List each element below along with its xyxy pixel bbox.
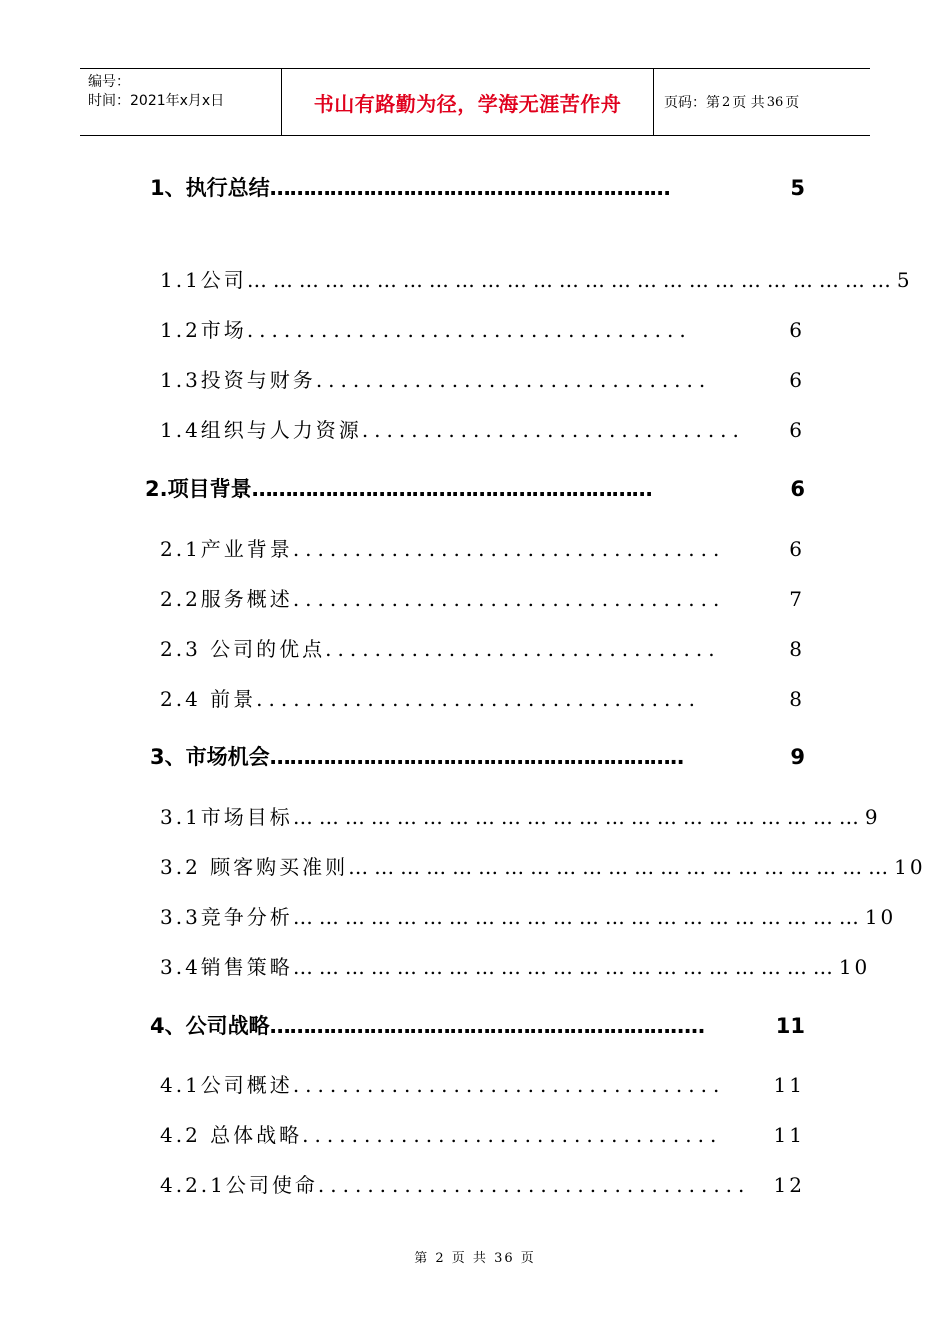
toc-subsection-entry[interactable]: [160, 314, 805, 343]
toc-page-number: 8: [789, 687, 805, 711]
toc-entry-label: 3.1市场目标: [160, 805, 293, 829]
toc-page-number: 6: [789, 368, 805, 392]
toc-leader-dots: ...................................: [292, 1073, 726, 1097]
footer-page-number: 2: [435, 1251, 446, 1266]
toc-section-entry[interactable]: [150, 1010, 805, 1040]
toc-page-number: 11: [775, 1014, 805, 1038]
toc-leader-dots: ....................................: [256, 687, 702, 711]
toc-entry-label: 1、执行总结: [150, 176, 270, 200]
toc-leader-dots: ……………………………………………………: [251, 477, 652, 501]
toc-leader-dots: ..................................: [302, 1123, 723, 1147]
toc-page-number: 10: [894, 855, 926, 879]
toc-subsection-entry[interactable]: [160, 364, 805, 393]
toc-leader-dots: ....................................: [246, 318, 692, 342]
toc-leader-dots: ……………………………………………………: [269, 176, 670, 200]
toc-leader-dots: …………………………………………………………: [292, 905, 865, 929]
toc-page-number: 6: [789, 537, 805, 561]
footer-mid: 页 共: [451, 1251, 488, 1266]
toc-page-number: 6: [789, 318, 805, 342]
toc-subsection-entry[interactable]: [160, 633, 805, 662]
page-suffix: 页: [785, 95, 800, 111]
toc-subsection-entry[interactable]: [160, 683, 805, 712]
toc-page-number: 6: [790, 477, 805, 501]
toc-page-number: 5: [896, 268, 913, 292]
toc-entry-label: 3.4销售策略: [160, 955, 293, 979]
toc-page-number: 8: [789, 637, 805, 661]
toc-leader-dots: ................................: [325, 637, 721, 661]
toc-entry-label: 1.4组织与人力资源: [160, 418, 362, 442]
toc-entry-label: 3、市场机会: [150, 745, 270, 769]
toc-page-number: 11: [773, 1123, 805, 1147]
toc-subsection-entry[interactable]: [160, 1119, 805, 1148]
toc-page-number: 6: [789, 418, 805, 442]
toc-entry-label: 1.2市场: [160, 318, 247, 342]
page-total: 36: [766, 94, 784, 110]
toc-entry-label: 3.2 顾客购买准则: [160, 855, 349, 879]
toc-leader-dots: …………………………………………………………: [292, 805, 865, 829]
toc-subsection-entry[interactable]: [160, 851, 926, 880]
toc-leader-dots: ...................................: [292, 587, 726, 611]
footer-suffix: 页: [520, 1251, 536, 1266]
toc-page-number: 9: [864, 805, 881, 829]
toc-entry-label: 2.3 公司的优点: [160, 637, 326, 661]
toc-entry-label: 4.2.1公司使命: [160, 1173, 318, 1197]
toc-page-number: 10: [864, 905, 897, 929]
page-mid: 页 共: [732, 95, 765, 111]
page-prefix: 页码：第: [664, 95, 720, 111]
toc-leader-dots: ………………………………………………………: [292, 955, 839, 979]
toc-section-entry[interactable]: [145, 473, 805, 503]
toc-page-number: 5: [790, 176, 805, 200]
toc-page-number: 7: [789, 587, 805, 611]
header-motto: 书山有路勤为径，学海无涯苦作舟: [282, 69, 654, 135]
toc-leader-dots: ...................................: [317, 1173, 751, 1197]
toc-entry-label: 2.项目背景: [145, 477, 252, 501]
toc-entry-label: 4、公司战略: [150, 1014, 270, 1038]
toc-subsection-entry[interactable]: [160, 533, 805, 562]
toc-entry-label: 1.1公司: [160, 268, 247, 292]
toc-subsection-entry[interactable]: [160, 801, 881, 830]
toc-page-number: 10: [838, 955, 871, 979]
toc-leader-dots: ................................: [315, 368, 712, 392]
toc-subsection-entry[interactable]: [160, 414, 805, 443]
page-number: 2: [722, 94, 731, 110]
toc-entry-label: 4.1公司概述: [160, 1073, 293, 1097]
toc-leader-dots: …………………………………………………………………: [246, 268, 897, 292]
toc-leader-dots: ...................................: [292, 537, 726, 561]
toc-subsection-entry[interactable]: [160, 264, 913, 293]
toc-page-number: 9: [790, 745, 805, 769]
page-footer: [0, 1247, 950, 1266]
toc-leader-dots: ...............................: [361, 418, 745, 442]
footer-total: 36: [494, 1251, 515, 1266]
toc-subsection-entry[interactable]: [160, 583, 805, 612]
toc-entry-label: 2.4 前景: [160, 687, 257, 711]
toc-section-entry[interactable]: [150, 741, 805, 771]
toc-subsection-entry[interactable]: [160, 1069, 805, 1098]
toc-entry-label: 4.2 总体战略: [160, 1123, 303, 1147]
code-label: 编号：: [88, 74, 130, 90]
toc-subsection-entry[interactable]: [160, 1169, 805, 1198]
toc-leader-dots: …………………………………………………….....: [269, 1014, 705, 1038]
toc-page-number: 11: [773, 1073, 805, 1097]
toc-entry-label: 2.2服务概述: [160, 587, 293, 611]
toc-entry-label: 2.1产业背景: [160, 537, 293, 561]
toc-subsection-entry[interactable]: [160, 951, 871, 980]
toc-subsection-entry[interactable]: [160, 901, 897, 930]
footer-prefix: 第: [414, 1251, 430, 1266]
toc-section-entry[interactable]: [150, 172, 805, 202]
toc-entry-label: 3.3竞争分析: [160, 905, 293, 929]
toc-leader-dots: ………………………………………………………: [348, 855, 895, 879]
toc-leader-dots: ……………………………………………………..: [269, 745, 684, 769]
date-label: 时间：2021年x月x日: [88, 93, 225, 109]
toc-page-number: 12: [773, 1173, 805, 1197]
toc-entry-label: 1.3投资与财务: [160, 368, 316, 392]
